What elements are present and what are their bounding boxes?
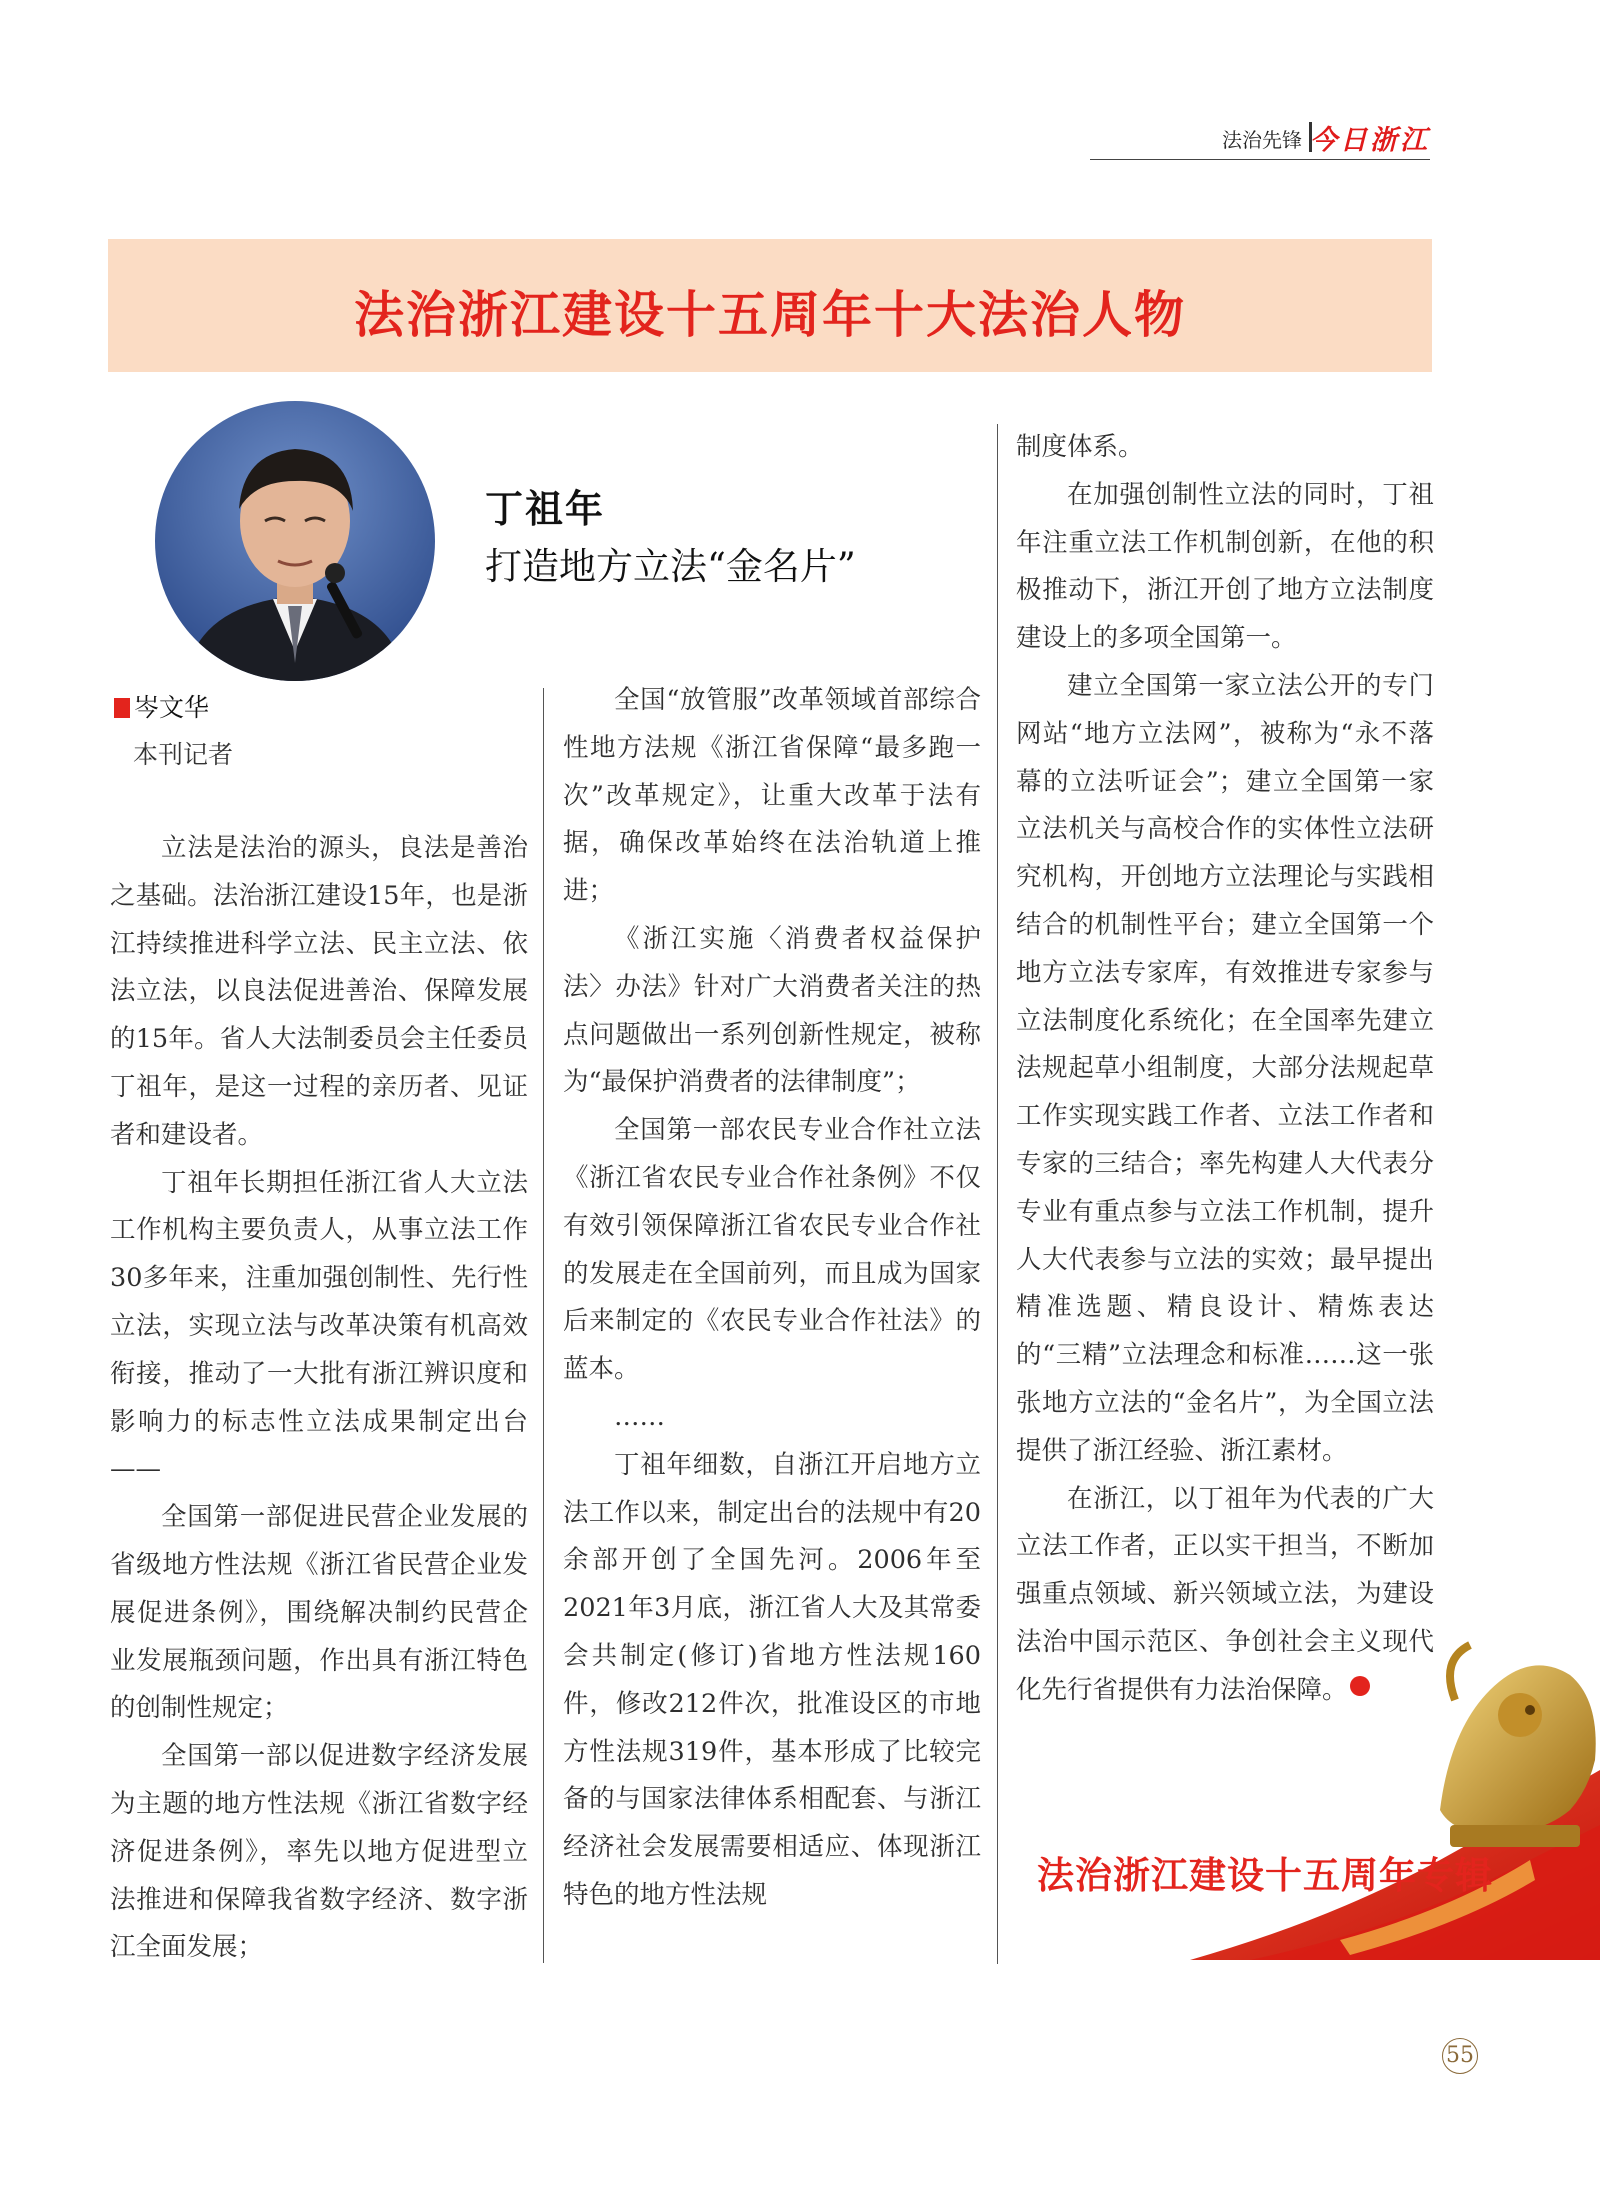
paragraph: 全国第一部农民专业合作社立法《浙江省农民专业合作社条例》不仅有效引领保障浙江省农民专业合作社的发展走在全国前列，而且成为国家后来制定的《农民专业合作社法》的蓝本。 — [563, 1115, 981, 1385]
page-number: 55 — [1442, 2038, 1478, 2074]
byline-role: 本刊记者 — [133, 740, 234, 769]
paragraph: 《浙江实施〈消费者权益保护法〉办法》针对广大消费者关注的热点问题做出一系列创新性规定，被称为“最保护消费者的法律制度”； — [563, 923, 981, 1098]
corner-decoration — [1190, 1620, 1600, 1960]
paragraph: 在加强创制性立法的同时，丁祖年注重立法工作机制创新，在他的积极推动下，浙江开创了地方立法制度建设上的多项全国第一。 — [1016, 479, 1434, 654]
magazine-logo: 今日浙江 — [1310, 125, 1430, 156]
ellipsis-paragraph: …… — [614, 1401, 665, 1432]
paragraph: 丁祖年长期担任浙江省人大立法工作机构主要负责人，从事立法工作30多年来，注重加强创制性、先行性立法，实现立法与改革决策有机高效衔接，推动了一大批有浙江辨识度和影响力的标志性立法成果制定出台—— — [110, 1167, 528, 1485]
paragraph-continuation: 制度体系。 — [1016, 432, 1144, 462]
column-rule — [997, 424, 998, 1964]
body-column-1 — [110, 825, 528, 1972]
person-name: 丁祖年 — [485, 487, 606, 531]
author-name: 岑文华 — [134, 693, 210, 722]
paragraph: 立法是法治的源头，良法是善治之基础。法治浙江建设15年，也是浙江持续推进科学立法、民主立法、依法立法，以良法促进善治、保障发展的15年。省人大法制委员会主任委员丁祖年，是这一过程的亲历者、见证者和建设者。 — [110, 833, 528, 1150]
title-banner — [108, 239, 1432, 372]
special-edition-label: 法治浙江建设十五周年专辑 — [1037, 1854, 1493, 1897]
banner-title: 法治浙江建设十五周年十大法治人物 — [354, 286, 1186, 344]
paragraph: 丁祖年细数，自浙江开启地方立法工作以来，制定出台的法规中有20余部开创了全国先河。2006年至2021年3月底，浙江省人大及其常委会共制定(修订)省地方性法规160件，修改212件次，批准设区的市地方性法规319件，基本形成了比较完备的与国家法律体系相配套、与浙江经济社会发展需要相适应、体现浙江特色的地方性法规 — [563, 1449, 981, 1910]
paragraph: 全国第一部促进民营企业发展的省级地方性法规《浙江省民营企业发展促进条例》，围绕解决制约民营企业发展瓶颈问题，作出具有浙江特色的创制性规定； — [110, 1502, 528, 1724]
article-subtitle: 打造地方立法“金名片” — [485, 545, 856, 588]
column-rule — [543, 688, 544, 1963]
final-paragraph-text: 在浙江，以丁祖年为代表的广大立法工作者，正以实干担当，不断加强重点领域、新兴领域立法，为建设法治中国示范区、争创社会主义现代化先行省提供有力法治保障。 — [1016, 1483, 1434, 1705]
header-rule — [1090, 159, 1430, 160]
paragraph: 全国第一部以促进数字经济发展为主题的地方性法规《浙江省数字经济促进条例》，率先以地方促进型立法推进和保障我省数字经济、数字浙江全面发展； — [110, 1741, 528, 1963]
portrait-illustration — [155, 401, 435, 681]
paragraph: 建立全国第一家立法公开的专门网站“地方立法网”，被称为“永不落幕的立法听证会”；建立全国第一家立法机关与高校合作的实体性立法研究机构，开创地方立法理论与实践相结合的机制性平台；建立全国第一个地方立法专家库，有效推进专家参与立法制度化系统化；在全国率先建立法规起草小组制度，大部分法规起草工作实现实践工作者、立法工作者和专家的三结合；率先构建人大代表分专业有重点参与立法工作机制，提升人大代表参与立法的实效；最早提出精准选题、精良设计、精炼表达的“三精”立法理念和标准……这一张张地方立法的“金名片”，为全国立法提供了浙江经验、浙江素材。 — [1016, 670, 1434, 1466]
running-header — [1090, 118, 1430, 160]
body-column-2 — [563, 677, 981, 1920]
body-column-3 — [1016, 424, 1434, 1715]
byline-author — [114, 688, 209, 724]
portrait-photo — [155, 401, 435, 681]
paragraph: 全国“放管服”改革领域首部综合性地方法规《浙江省保障“最多跑一次”改革规定》，让重大改革于法有据，确保改革始终在法治轨道上推进； — [563, 685, 981, 907]
column-name: 法治先锋 — [1222, 128, 1302, 152]
byline-marker — [114, 698, 130, 718]
